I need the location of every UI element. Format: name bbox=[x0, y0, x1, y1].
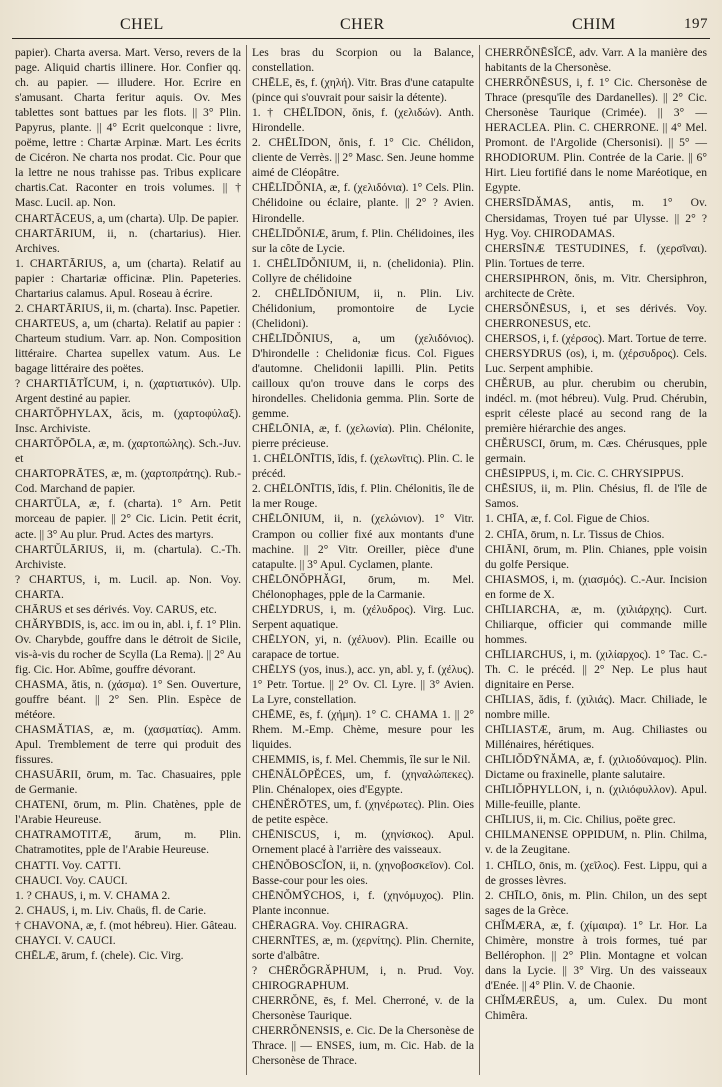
dictionary-entry: CHĒLE, ēs, f. (χηλή). Vitr. Bras d'une catapulte (pince qui s'ouvrait pour saisir la détente). bbox=[252, 76, 474, 105]
dictionary-entry: 2. CHĪA, ōrum, n. Lr. Tissus de Chios. bbox=[485, 527, 665, 541]
dictionary-entry: CHĂRYBDIS, is, acc. im ou in, abl. i, f. 1° Plin. Ov. Charybde, gouffre dans le détroit de Sicile, vis-à-vis du rocher de Scylla (La Rema). || 2° Au fig. Cic. Hor. Abîme, gouffre dévorant. bbox=[15, 617, 241, 676]
column-3 bbox=[479, 45, 712, 1075]
dictionary-entry: CHĒLÆ, ārum, f. (chele). Cic. Virg. bbox=[15, 948, 184, 962]
dictionary-entry: CHĪLIŎDȲNĂMA, æ, f. (χιλιοδύναμος). Plin. Dictame ou fraxinelle, plante salutaire. bbox=[485, 753, 707, 782]
dictionary-entry: CHĒSIUS, ii, m. Plin. Chésius, fl. de l'île de Samos. bbox=[485, 482, 707, 511]
dictionary-entry: CHERRŎNĒSĬCĒ, adv. Varr. A la manière des habitants de la Chersonèse. bbox=[485, 46, 707, 75]
dictionary-entry: CHIĀNI, ōrum, m. Plin. Chianes, pple voisin du golfe Persique. bbox=[485, 542, 707, 571]
dictionary-entry: 1. CHĒLĪDŎNIUM, ii, n. (chelidonia). Plin. Collyre de chélidoine bbox=[252, 256, 474, 285]
dictionary-entry: CHERRŎNENSIS, e. Cic. De la Chersonèse de Thrace. || — ENSES, ium, m. Cic. Hab. de la Chersonèse de Thrace. bbox=[252, 1024, 474, 1068]
dictionary-entry: 1. CHĪA, æ, f. Col. Figue de Chios. bbox=[485, 512, 650, 526]
column-2 bbox=[246, 45, 479, 1075]
dictionary-entry: 1. CHĒLŌNĪTIS, ĭdis, f. (χελωνῖτις). Plin. C. le précéd. bbox=[252, 452, 474, 481]
dictionary-entry: CHERSOS, i, f. (χέρσος). Mart. Tortue de terre. bbox=[485, 331, 707, 345]
dictionary-entry: CHERRŎNĒSUS, i, f. 1° Cic. Chersonèse de Thrace (presqu'île des Dardanelles). || 2° Cic. Chersonèse Taurique (Crimée). || 3° — HERACLEA. Plin. C. CHERRONE. || 4° Mel. Promont. de l'Argolide (Chersonisi). || 5° — RHODIORUM. Plin. Contrée de la Carie. || 6° Hirt. Lieu fortifié dans le nome Maréotique, en Egypte. bbox=[485, 76, 707, 195]
dictionary-entry: 2. CHĪLO, ōnis, m. Plin. Chilon, un des sept sages de la Grèce. bbox=[485, 888, 707, 917]
dictionary-entry: CHIASMOS, i, m. (χιασμός). C.-Aur. Incision en forme de X. bbox=[485, 572, 707, 601]
dictionary-entry: CHAYCI. V. CAUCI. bbox=[15, 933, 116, 947]
header-right-guide-word: CHIM bbox=[572, 16, 616, 33]
dictionary-entry: CHĒLĪDŎNIA, æ, f. (χελιδόνια). 1° Cels. Plin. Chélidoine ou éclaire, plante. || 2° ? Avien. Hirondelle. bbox=[252, 181, 474, 225]
dictionary-entry: CHATTI. Voy. CATTI. bbox=[15, 858, 122, 872]
dictionary-entry: CHĪLIŎPHYLLON, i, n. (χιλιόφυλλον). Apul. Mille-feuille, plante. bbox=[485, 783, 707, 812]
dictionary-entry: 2. CHĒLŌNĪTIS, ĭdis, f. Plin. Chélonitis, île de la mer Rouge. bbox=[252, 482, 474, 511]
dictionary-entry: CHARTEUS, a, um (charta). Relatif au papier : Charteum studium. Varr. ap. Non. Composition littéraire. Chartea supellex vatum. Aus. Le bagage littéraire des poëtes. bbox=[15, 316, 241, 375]
dictionary-entry: CHEMMIS, is, f. Mel. Chemmis, île sur le Nil. bbox=[252, 753, 471, 767]
dictionary-entry: CHERSŎNĒSUS, i, et ses dérivés. Voy. CHERRONESUS, etc. bbox=[485, 301, 707, 330]
dictionary-entry: Les bras du Scorpion ou la Balance, constellation. bbox=[252, 46, 474, 75]
dictionary-entry: CHĬMÆRA, æ, f. (χίμαιρα). 1° Lr. Hor. La Chimère, monstre à trois formes, tué par Bellérophon. || 2° Plin. Montagne et volcan dans la Lycie. || 3° Virg. Un des vaisseaux d'Enée. || 4° Plin. V. de Chaonie. bbox=[485, 918, 707, 992]
dictionary-entry: CHARTĀRIUM, ii, n. (chartarius). Hier. Archives. bbox=[15, 226, 241, 255]
dictionary-entry: papier). Charta aversa. Mart. Verso, revers de la page. Aliquid chartis illinere. Hor. Confier qq. ch. au papier. — illudere. Hor. Ecrire en s'amusant. Charta feritur aquis. Ov. Mes tablettes sont battues par les flots. || 3° Plin. Papyrus, plante. || 4° Ecrit quelconque : livre, poëme, lettre : Chartæ Arpinæ. Mart. Les écrits de Cicéron. Ne charta nos prodat. Cic. Pour que la lettre ne nous trahisse pas. Tribus explicare chartis.Cat. Raconter en trois volumes. || † Masc. Lucil. ap. Non. bbox=[15, 46, 241, 210]
dictionary-entry: CHILMANENSE OPPIDUM, n. Plin. Chilma, v. de la Zeugitane. bbox=[485, 828, 707, 857]
dictionary-entry: CHĔRUSCI, ōrum, m. Cæs. Chérusques, pple germain. bbox=[485, 437, 707, 466]
dictionary-entry: CHĒLŌNIA, æ, f. (χελωνία). Plin. Chélonite, pierre précieuse. bbox=[252, 422, 474, 451]
dictionary-entry: CHERSYDRUS (os), i, m. (χέρσυδρος). Cels. Luc. Serpent amphibie. bbox=[485, 346, 707, 375]
dictionary-entry: 2. CHARTĀRIUS, ii, m. (charta). Insc. Papetier. bbox=[15, 301, 241, 315]
dictionary-entry: CHĪLIAS, ădis, f. (χιλιάς). Macr. Chiliade, le nombre mille. bbox=[485, 693, 707, 722]
dictionary-entry: CHĒLŌNŎPHĂGI, ōrum, m. Mel. Chélonophages, pple de la Carmanie. bbox=[252, 572, 474, 601]
text-columns bbox=[10, 45, 712, 1075]
dictionary-entry: ? CHARTUS, i, m. Lucil. ap. Non. Voy. CHARTA. bbox=[15, 572, 241, 601]
dictionary-entry: CHĒME, ēs, f. (χήμη). 1° C. CHAMA 1. || 2° Rhem. M.-Emp. Chème, mesure pour les liquides. bbox=[252, 708, 474, 752]
dictionary-entry: CHARTŎPŌLA, æ, m. (χαρτοπώλης). Sch.-Juv. et bbox=[15, 437, 241, 466]
dictionary-entry: CHARTĀCEUS, a, um (charta). Ulp. De papier. bbox=[15, 211, 239, 225]
dictionary-entry: CHĪLIASTÆ, ārum, m. Aug. Chiliastes ou Millénaires, hérétiques. bbox=[485, 723, 707, 752]
dictionary-entry: CHĬMÆRĒUS, a, um. Culex. Du mont Chimêra. bbox=[485, 993, 707, 1022]
dictionary-entry: CHAUCI. Voy. CAUCI. bbox=[15, 873, 128, 887]
dictionary-entry: CHARTŎPHYLAX, ăcis, m. (χαρτοφύλαξ). Insc. Archiviste. bbox=[15, 407, 241, 436]
dictionary-entry: 1. † CHĒLĪDON, ŏnis, f. (χελιδών). Anth. Hirondelle. bbox=[252, 106, 474, 135]
dictionary-entry: CHĪLIARCHA, æ, m. (χιλιάρχης). Curt. Chiliarque, officier qui commande mille hommes. bbox=[485, 602, 707, 646]
dictionary-entry: 2. CHĒLĪDŎNIUM, ii, n. Plin. Liv. Chélidonium, promontoire de Lycie (Chelidoni). bbox=[252, 286, 474, 330]
dictionary-entry: ? CHĒRŎGRĂPHUM, i, n. Prud. Voy. CHIROGRAPHUM. bbox=[252, 963, 474, 992]
page-number: 197 bbox=[684, 16, 708, 32]
column-1 bbox=[10, 45, 246, 1075]
dictionary-entry: CHERSIPHRON, ŏnis, m. Vitr. Chersiphron, architecte de Crète. bbox=[485, 271, 707, 300]
dictionary-entry: † CHAVONA, æ, f. (mot hébreu). Hier. Gâteau. bbox=[15, 918, 237, 932]
dictionary-entry: CHĀRUS et ses dérivés. Voy. CARUS, etc. bbox=[15, 602, 217, 616]
dictionary-entry: CHĔRUB, au plur. cherubim ou cherubin, indécl. m. (mot hébreu). Vulg. Prud. Chérubin, esprit céleste placé au second rang de la première hiérarchie des anges. bbox=[485, 377, 707, 436]
dictionary-entry: CHASUĀRII, ōrum, m. Tac. Chasuaires, pple de Germanie. bbox=[15, 768, 241, 797]
dictionary-entry: CHĪLIUS, ii, m. Cic. Chilius, poëte grec. bbox=[485, 813, 676, 827]
dictionary-entry: ? CHARTIĀTĬCUM, i, n. (χαρτιατικόν). Ulp. Argent destiné au papier. bbox=[15, 377, 241, 406]
dictionary-entry: CHATRAMOTITÆ, ārum, m. Plin. Chatramotites, pple de l'Arabie Heureuse. bbox=[15, 828, 241, 857]
dictionary-entry: CHATENI, ōrum, m. Plin. Chatènes, pple de l'Arabie Heureuse. bbox=[15, 798, 241, 827]
dictionary-entry: CHASMĂTIAS, æ, m. (χασματίας). Amm. Apul. Tremblement de terre qui produit des fissures. bbox=[15, 723, 241, 767]
dictionary-entry: CHASMA, ătis, n. (χάσμα). 1° Sen. Ouverture, gouffre béant. || 2° Sen. Plin. Espèce de météore. bbox=[15, 677, 241, 722]
header-center-guide-word: CHER bbox=[340, 16, 385, 33]
dictionary-entry: CHARTŬLĀRIUS, ii, m. (chartula). C.-Th. Archiviste. bbox=[15, 542, 241, 571]
dictionary-entry: CHĒSIPPUS, i, m. Cic. C. CHRYSIPPUS. bbox=[485, 467, 684, 481]
dictionary-entry: CHERNĪTES, æ, m. (χερνίτης). Plin. Chernite, sorte d'albâtre. bbox=[252, 933, 474, 962]
dictionary-entry: 1. CHĪLO, ōnis, m. (χεῖλος). Fest. Lippu, qui a de grosses lèvres. bbox=[485, 858, 707, 887]
dictionary-entry: CHĒLĪDŎNIÆ, ārum, f. Plin. Chélidoines, iles sur la côte de Lycie. bbox=[252, 226, 474, 255]
dictionary-entry: CHERSĪNÆ TESTUDINES, f. (χερσῖναι). Plin. Tortues de terre. bbox=[485, 241, 707, 270]
dictionary-entry: CHĒLYS (yos, inus.), acc. yn, abl. y, f. (χέλυς). 1° Petr. Tortue. || 2° Ov. Cl. Lyre. || 3° Avien. La Lyre, constellation. bbox=[252, 662, 474, 707]
dictionary-entry: CHERRŎNE, ēs, f. Mel. Cherroné, v. de la Chersonèse Taurique. bbox=[252, 993, 474, 1022]
dictionary-entry: 1. ? CHAUS, i, m. V. CHAMA 2. bbox=[15, 888, 171, 902]
dictionary-entry: CHĒLŌNIUM, ii, n. (χελώνιον). 1° Vitr. Crampon ou collier fixé aux montants d'une machine. || 2° Vitr. Oreiller, pièce d'une catapulte. || 3° Apul. Cyclamen, plante. bbox=[252, 512, 474, 571]
dictionary-entry: 2. CHĒLĪDON, ŏnis, f. 1° Cic. Chélidon, cliente de Verrès. || 2° Masc. Sen. Jeune homme aimé de Cléopâtre. bbox=[252, 136, 474, 180]
running-header bbox=[12, 14, 710, 39]
dictionary-entry: CHERSĪDĂMAS, antis, m. 1° Ov. Chersidamas, Troyen tué par Ulysse. || 2° ? Hyg. Voy. CHIRODAMAS. bbox=[485, 196, 707, 240]
dictionary-entry: CHĒNĂLŌPĔCES, um, f. (χηναλώπεκες). Plin. Chénalopex, oies d'Egypte. bbox=[252, 768, 474, 797]
dictionary-entry: 1. CHARTĀRIUS, a, um (charta). Relatif au papier : Chartariæ officinæ. Plin. Papeteries. Chartarius calamus. Apul. Roseau à écrire. bbox=[15, 256, 241, 300]
dictionary-entry: CHARTOPRĀTES, æ, m. (χαρτοπράτης). Rub.-Cod. Marchand de papier. bbox=[15, 467, 241, 496]
dictionary-entry: CHĒLĪDŎNIUS, a, um (χελιδόνιος). D'hirondelle : Chelidoniæ ficus. Col. Figues d'automne. Chelidonii lapilli. Plin. Petits cailloux qu'on trouve dans le corps des hirondelles. Chelidonia gemma. Plin. Sorte de gemme. bbox=[252, 331, 474, 421]
dictionary-entry: CHĒNĔRŌTES, um, f. (χηνέρωτες). Plin. Oies de petite espèce. bbox=[252, 798, 474, 827]
dictionary-entry: CHĒNŎMȲCHOS, i, f. (χηνόμυχος). Plin. Plante inconnue. bbox=[252, 888, 474, 917]
dictionary-entry: 2. CHAUS, i, m. Liv. Chaüs, fl. de Carie. bbox=[15, 903, 207, 917]
dictionary-entry: CHĒLYON, yi, n. (χέλυον). Plin. Ecaille ou carapace de tortue. bbox=[252, 632, 474, 661]
dictionary-entry: CHĒNISCUS, i, m. (χηνίσκος). Apul. Ornement placé à l'arrière des vaisseaux. bbox=[252, 828, 474, 857]
dictionary-entry: CHARTŬLA, æ, f. (charta). 1° Arn. Petit morceau de papier. || 2° Cic. Licin. Petit écrit, acte. || 3° Au plur. Prud. Actes des martyrs. bbox=[15, 497, 241, 541]
dictionary-entry: CHĪLIARCHUS, i, m. (χιλίαρχος). 1° Tac. C.-Th. C. le précéd. || 2° Nep. Le plus haut dignitaire en Perse. bbox=[485, 647, 707, 691]
dictionary-entry: CHĒNŎBOSCĬON, ii, n. (χηνοβοσκεῖον). Col. Basse-cour pour les oies. bbox=[252, 858, 474, 887]
dictionary-entry: CHĒRAGRA. Voy. CHIRAGRA. bbox=[252, 918, 409, 932]
header-left-guide-word: CHEL bbox=[120, 16, 164, 33]
dictionary-entry: CHĒLYDRUS, i, m. (χέλυδρος). Virg. Luc. Serpent aquatique. bbox=[252, 602, 474, 631]
